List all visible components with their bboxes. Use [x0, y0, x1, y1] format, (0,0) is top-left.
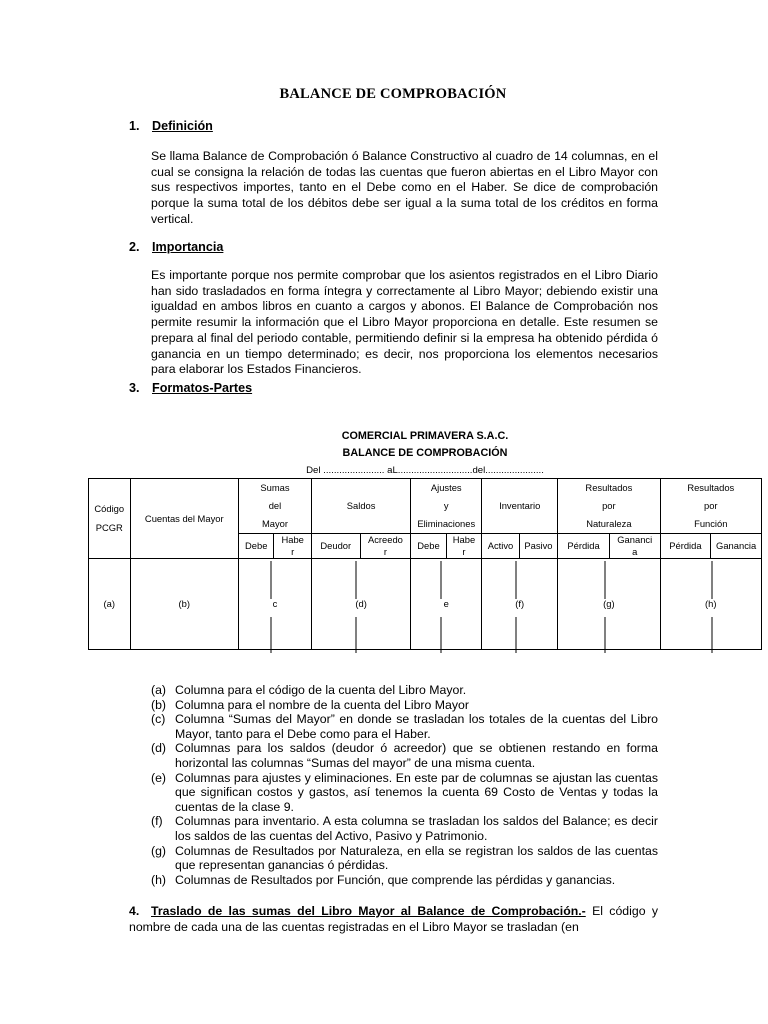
column-letter-h: (h) [660, 559, 761, 650]
subheader-nat-ganancia: Gananci a [609, 534, 660, 559]
subheader-nat-perdida: Pérdida [558, 534, 610, 559]
list-item: (f) Columnas para inventario. A esta columna se trasladan los saldos del Balance; es decir los saldos de las cuentas del Activo, Pasivo y Patrimonio. [151, 814, 658, 843]
balance-form-table [88, 478, 762, 650]
column-letter-b: (b) [130, 559, 238, 650]
form-title: BALANCE DE COMPROBACIÓN [342, 447, 508, 459]
header-inventario: Inventario [482, 479, 558, 534]
subheader-fun-ganancia: Ganancia [711, 534, 762, 559]
subheader-pasivo: Pasivo [519, 534, 558, 559]
list-item: (h) Columnas de Resultados por Función, que comprende las pérdidas y ganancias. [151, 872, 616, 887]
section-heading: Importancia [152, 240, 224, 254]
column-legend-list [151, 683, 658, 887]
header-codigo: Código PCGR [89, 479, 131, 559]
section-number: 3. [129, 381, 140, 395]
section-heading: Formatos-Partes [152, 381, 253, 395]
section-importancia-heading [129, 240, 223, 254]
section-traslado [129, 904, 658, 935]
column-letter-f: (f) [482, 559, 558, 650]
section-number: 1. [129, 119, 140, 133]
section-text: El código y nombre de cada una de las cuentas registradas en el Libro Mayor se trasladan (en [129, 904, 658, 934]
section-importancia-text: Es importante porque nos permite comprobar que los asientos registrados en el Libro Diario han sido trasladados en forma íntegra y correctamente al Libro Mayor; debiendo existir una igualdad en ambos libros en cuanto a cargos y abonos. El Balance de Comprobación nos permite resumir la información que el Libro Mayor proporciona en detalle. Este resumen se prepara al final del periodo contable, permitiendo definir si la empresa ha obtenido pérdida ó ganancia en un tiempo determinado; es decir, nos proporciona los elementos necesarios para elaborar los Estados Financieros. [151, 268, 658, 377]
list-item: (c) Columna “Sumas del Mayor” en donde se trasladan los totales de la cuentas del Libro Mayor, tanto para el Debe como para el Haber. [151, 712, 658, 741]
section-heading: Definición [152, 119, 213, 133]
subheader-acreedor: Acreedo r [360, 534, 411, 559]
header-cuentas-del-mayor: Cuentas del Mayor [130, 479, 238, 559]
header-ajustes: Ajustes y Eliminaciones [411, 479, 482, 534]
list-item: (e) Columnas para ajustes y eliminaciones. En este par de columnas se ajustan las cuentas que significan costos y gastos, así tenemos la cuenta 69 Costo de Ventas y todas la cuentas de la clase 9. [151, 770, 658, 814]
form-date-line: Del ....................... aL............................del...................... [306, 465, 544, 476]
subheader-sumas-haber: Habe r [274, 534, 312, 559]
column-letter-e: e [411, 559, 482, 650]
column-letter-d: (d) [311, 559, 410, 650]
section-formatos-heading [129, 381, 252, 395]
header-sumas-del-mayor: Sumas del Mayor [238, 479, 311, 534]
column-letter-g: (g) [558, 559, 660, 650]
section-number: 4. [129, 904, 140, 918]
header-resultados-naturaleza: Resultados por Naturaleza [558, 479, 660, 534]
list-item: (d) Columnas para los saldos (deudor ó acreedor) que se obtienen restando en forma horizontal las columnas “Sumas del mayor” de una misma cuenta. [151, 741, 658, 770]
section-definicion-text: Se llama Balance de Comprobación ó Balance Constructivo al cuadro de 14 columnas, en el cual se consigna la relación de todas las cuentas que fueron abiertas en el Libro Mayor con sus respectivos importes, tanto en el Debe como en el Haber. Se dice de comprobación porque la suma total de los débitos debe ser igual a la suma total de los créditos en forma vertical. [151, 149, 658, 226]
section-definicion-heading [129, 119, 213, 133]
subheader-ajustes-haber: Habe r [446, 534, 481, 559]
header-saldos: Saldos [311, 479, 410, 534]
subheader-ajustes-debe: Debe [411, 534, 446, 559]
document-title: BALANCE DE COMPROBACIÓN [279, 86, 507, 102]
header-resultados-funcion: Resultados por Función [660, 479, 761, 534]
column-letter-a: (a) [89, 559, 131, 650]
subheader-fun-perdida: Pérdida [660, 534, 711, 559]
table-header-row [89, 479, 762, 534]
column-letter-c: c [238, 559, 311, 650]
list-item: (a) Columna para el código de la cuenta del Libro Mayor. [151, 683, 467, 697]
subheader-deudor: Deudor [311, 534, 360, 559]
list-item: (b) Columna para el nombre de la cuenta del Libro Mayor [151, 697, 469, 712]
section-heading: Traslado de las sumas del Libro Mayor al Balance de Comprobación.- [151, 904, 586, 918]
list-item: (g) Columnas de Resultados por Naturaleza, en ella se registran los saldos de las cuentas que representan ganancias ó pérdidas. [151, 843, 658, 873]
section-number: 2. [129, 240, 140, 254]
subheader-activo: Activo [482, 534, 520, 559]
subheader-sumas-debe: Debe [238, 534, 273, 559]
table-body-row [89, 559, 762, 650]
form-company-name: COMERCIAL PRIMAVERA S.A.C. [341, 430, 509, 442]
